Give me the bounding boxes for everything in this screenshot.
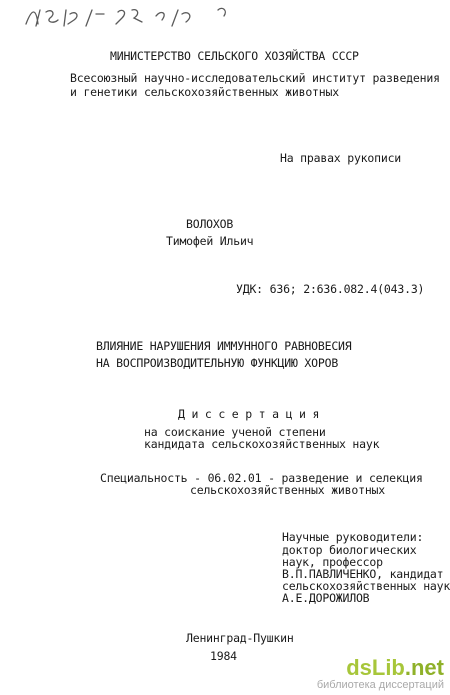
dslib-tagline: библиотека диссертаций — [316, 679, 444, 691]
degree-line1: на соискание ученой степени — [144, 425, 326, 439]
supervisor-line: А.Е.ДОРОЖИЛОВ — [282, 591, 370, 605]
supervisor-line: В.П.ПАВЛИЧЕНКО, кандидат — [282, 567, 444, 581]
dissertation-heading: Д и с с е р т а ц и я — [178, 407, 320, 421]
title-line2: НА ВОСПРОИЗВОДИТЕЛЬНУЮ ФУНКЦИЮ ХОРОВ — [96, 356, 339, 370]
manuscript-rights: На правах рукописи — [280, 151, 402, 165]
specialty-line1: Специальность - 06.02.01 - разведение и селекция — [100, 471, 423, 485]
ministry-heading: МИНИСТЕРСТВО СЕЛЬСКОГО ХОЗЯЙСТВА СССР — [110, 49, 359, 63]
handwritten-scribble — [22, 4, 262, 30]
year: 1984 — [210, 649, 237, 663]
dslib-logo — [317, 657, 444, 679]
supervisor-line: доктор биологических — [282, 543, 417, 557]
author-surname: ВОЛОХОВ — [186, 217, 234, 231]
logo-main-text: dsLib — [346, 655, 405, 680]
institute-name-line2: и генетики сельскохозяйственных животных — [70, 85, 339, 99]
supervisor-line: сельскохозяйственных наук — [282, 579, 450, 593]
supervisors-heading: Научные руководители: — [282, 530, 424, 544]
city: Ленинград-Пушкин — [186, 631, 294, 645]
title-line1: ВЛИЯНИЕ НАРУШЕНИЯ ИММУННОГО РАВНОВЕСИЯ — [96, 339, 352, 353]
specialty-line2: сельскохозяйственных животных — [190, 483, 385, 497]
degree-line2: кандидата сельскохозяйственных наук — [144, 437, 380, 451]
dslib-watermark[interactable] — [317, 657, 444, 691]
udk-code: УДК: 636; 2:636.082.4(043.3) — [236, 282, 425, 296]
institute-name-line1: Всесоюзный научно-исследовательский институт разведения — [70, 71, 440, 85]
author-name: Тимофей Ильич — [166, 234, 254, 248]
supervisor-line: наук, профессор — [282, 555, 383, 569]
logo-ext-text: .net — [404, 655, 444, 680]
